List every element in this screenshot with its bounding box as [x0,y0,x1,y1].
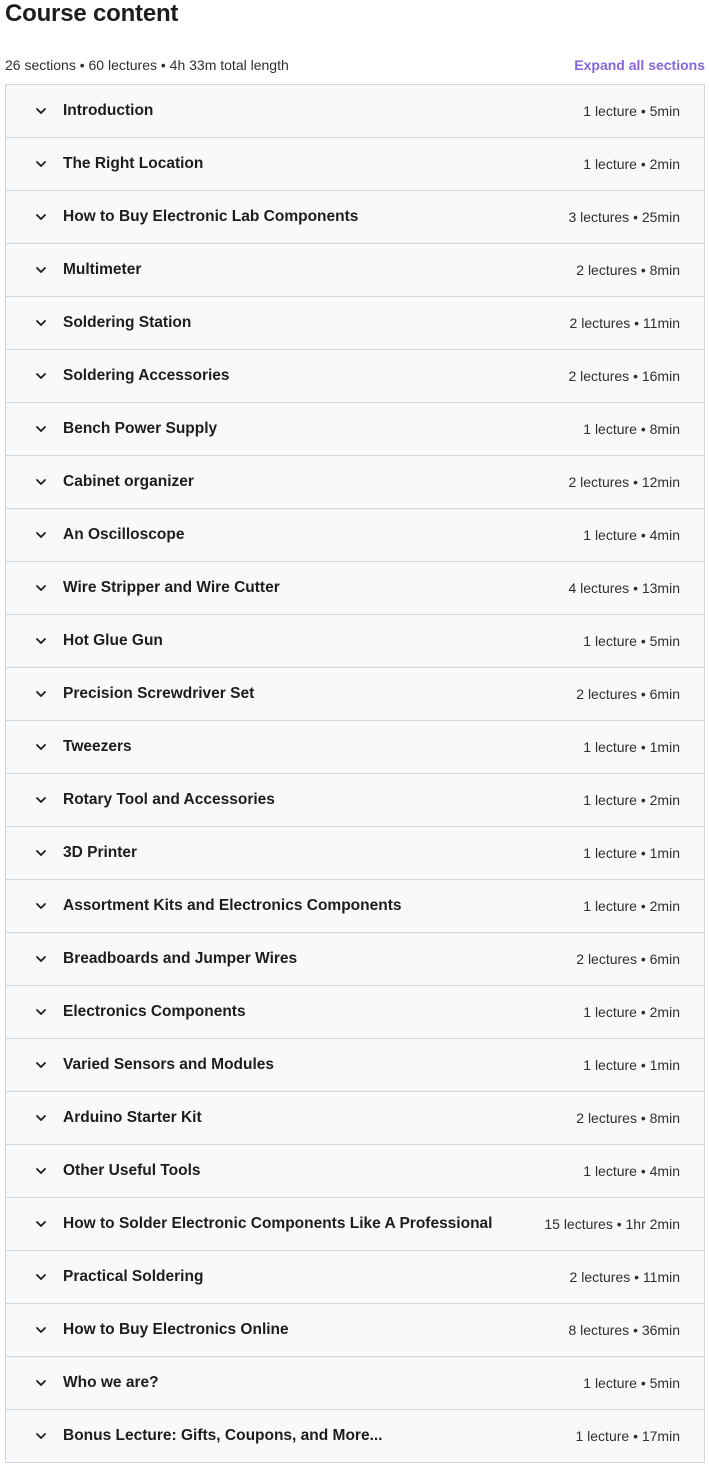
section-meta: 2 lectures • 6min [576,951,680,967]
section-row-5[interactable] [6,297,704,350]
section-title: An Oscilloscope [63,526,185,543]
section-row-11[interactable] [6,615,704,668]
chevron-down-icon[interactable] [34,1430,47,1443]
chevron-down-icon[interactable] [34,1271,47,1284]
section-title: Precision Screwdriver Set [63,685,255,702]
section-title: Assortment Kits and Electronics Components [63,897,402,914]
expand-all-sections-button[interactable]: Expand all sections [574,57,705,73]
section-row-23[interactable] [6,1251,704,1304]
section-row-13[interactable] [6,721,704,774]
section-meta: 1 lecture • 2min [583,898,680,914]
section-meta: 2 lectures • 12min [568,474,680,490]
section-title: Rotary Tool and Accessories [63,791,275,808]
section-row-12[interactable] [6,668,704,721]
chevron-down-icon[interactable] [34,158,47,171]
section-title: Tweezers [63,738,132,755]
section-meta: 3 lectures • 25min [568,209,680,225]
chevron-down-icon[interactable] [34,688,47,701]
section-list [5,84,705,1463]
section-meta: 1 lecture • 4min [583,527,680,543]
section-title: Who we are? [63,1374,159,1391]
section-title: How to Solder Electronic Components Like A Professional [63,1215,493,1232]
chevron-down-icon[interactable] [34,953,47,966]
section-meta: 2 lectures • 16min [568,368,680,384]
section-title: 3D Printer [63,844,138,861]
chevron-down-icon[interactable] [34,1165,47,1178]
course-summary-row [5,55,705,75]
chevron-down-icon[interactable] [34,1006,47,1019]
section-row-9[interactable] [6,509,704,562]
section-title: Soldering Station [63,314,192,331]
chevron-down-icon[interactable] [34,476,47,489]
section-meta: 1 lecture • 2min [583,1004,680,1020]
section-row-8[interactable] [6,456,704,509]
section-row-21[interactable] [6,1145,704,1198]
section-meta: 1 lecture • 1min [583,845,680,861]
section-row-14[interactable] [6,774,704,827]
section-title: Other Useful Tools [63,1162,201,1179]
section-title: Soldering Accessories [63,367,230,384]
chevron-down-icon[interactable] [34,1112,47,1125]
section-meta: 1 lecture • 5min [583,1375,680,1391]
section-meta: 1 lecture • 4min [583,1163,680,1179]
chevron-down-icon[interactable] [34,264,47,277]
chevron-down-icon[interactable] [34,105,47,118]
section-row-18[interactable] [6,986,704,1039]
chevron-down-icon[interactable] [34,370,47,383]
section-row-2[interactable] [6,138,704,191]
section-row-10[interactable] [6,562,704,615]
section-title: Multimeter [63,261,142,278]
section-row-7[interactable] [6,403,704,456]
section-meta: 8 lectures • 36min [568,1322,680,1338]
section-row-3[interactable] [6,191,704,244]
section-row-17[interactable] [6,933,704,986]
section-meta: 1 lecture • 1min [583,1057,680,1073]
section-row-22[interactable] [6,1198,704,1251]
section-row-16[interactable] [6,880,704,933]
section-meta: 2 lectures • 11min [569,1269,680,1285]
chevron-down-icon[interactable] [34,317,47,330]
section-meta: 2 lectures • 8min [576,262,680,278]
section-title: How to Buy Electronics Online [63,1321,289,1338]
section-row-6[interactable] [6,350,704,403]
section-meta: 1 lecture • 2min [583,792,680,808]
section-title: Practical Soldering [63,1268,204,1285]
section-row-25[interactable] [6,1357,704,1410]
section-meta: 1 lecture • 17min [575,1428,680,1444]
chevron-down-icon[interactable] [34,423,47,436]
section-meta: 4 lectures • 13min [568,580,680,596]
course-summary: 26 sections • 60 lectures • 4h 33m total length [5,57,289,73]
section-title: Bonus Lecture: Gifts, Coupons, and More... [63,1427,383,1444]
page-title: Course content [5,0,179,27]
chevron-down-icon[interactable] [34,741,47,754]
chevron-down-icon[interactable] [34,794,47,807]
section-title: Hot Glue Gun [63,632,163,649]
section-title: Varied Sensors and Modules [63,1056,275,1073]
section-meta: 1 lecture • 2min [583,156,680,172]
section-title: Breadboards and Jumper Wires [63,950,298,967]
chevron-down-icon[interactable] [34,1218,47,1231]
chevron-down-icon[interactable] [34,1377,47,1390]
section-title: Wire Stripper and Wire Cutter [63,579,280,596]
section-meta: 1 lecture • 5min [583,103,680,119]
section-row-20[interactable] [6,1092,704,1145]
chevron-down-icon[interactable] [34,900,47,913]
section-title: Introduction [63,102,154,119]
section-row-15[interactable] [6,827,704,880]
section-row-26[interactable] [6,1410,704,1463]
section-meta: 1 lecture • 8min [583,421,680,437]
section-row-19[interactable] [6,1039,704,1092]
chevron-down-icon[interactable] [34,529,47,542]
section-meta: 2 lectures • 11min [569,315,680,331]
section-meta: 2 lectures • 6min [576,686,680,702]
section-row-1[interactable] [6,85,704,138]
section-meta: 2 lectures • 8min [576,1110,680,1126]
chevron-down-icon[interactable] [34,582,47,595]
section-title: Cabinet organizer [63,473,194,490]
section-meta: 1 lecture • 1min [583,739,680,755]
chevron-down-icon[interactable] [34,1324,47,1337]
section-title: How to Buy Electronic Lab Components [63,208,359,225]
section-row-24[interactable] [6,1304,704,1357]
chevron-down-icon[interactable] [34,847,47,860]
section-row-4[interactable] [6,244,704,297]
chevron-down-icon[interactable] [34,1059,47,1072]
chevron-down-icon[interactable] [34,635,47,648]
section-title: Arduino Starter Kit [63,1109,202,1126]
chevron-down-icon[interactable] [34,211,47,224]
section-title: Electronics Components [63,1003,246,1020]
section-title: The Right Location [63,155,204,172]
section-meta: 1 lecture • 5min [583,633,680,649]
section-title: Bench Power Supply [63,420,218,437]
section-meta: 15 lectures • 1hr 2min [544,1216,680,1232]
